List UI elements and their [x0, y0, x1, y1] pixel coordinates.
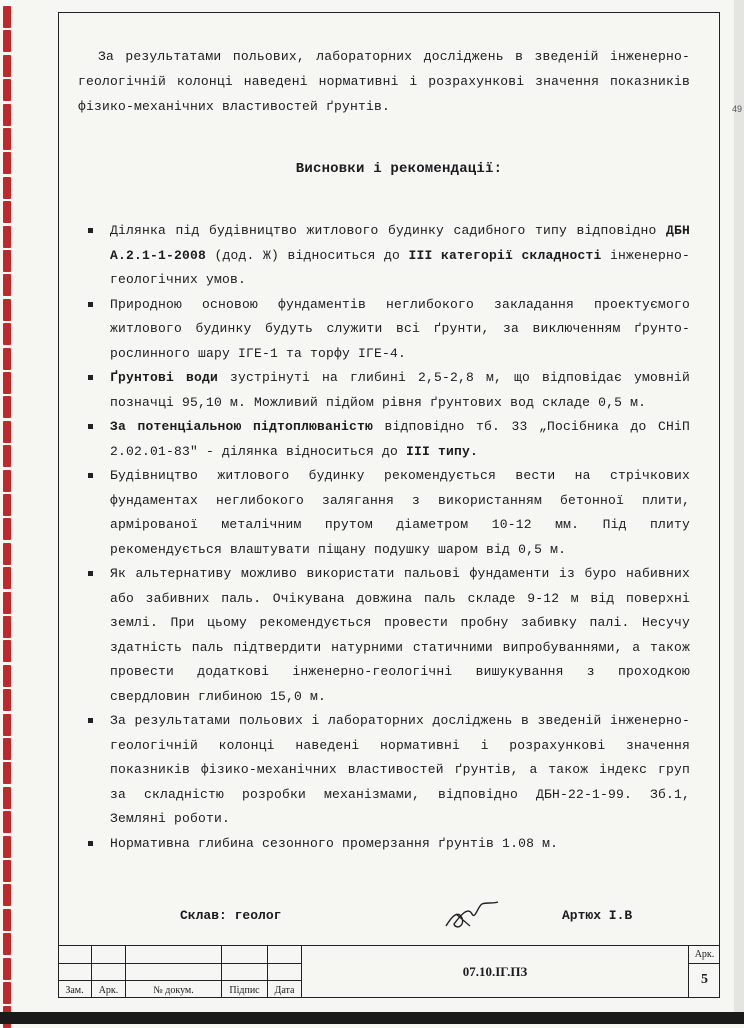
binding-hole	[3, 762, 11, 784]
conclusions-list	[78, 219, 690, 856]
item-text: інженерно-геологічних умов.	[110, 247, 691, 287]
conclusion-item	[78, 293, 690, 367]
edge-page-mark: 49	[731, 104, 742, 114]
conclusion-item	[78, 709, 690, 832]
binding-hole	[3, 274, 11, 296]
binding-hole	[3, 543, 11, 565]
emphasis-text: ДБН А.2.1-1-2008	[110, 223, 690, 263]
binding-hole	[3, 665, 11, 687]
intro-paragraph: За результатами польових, лабораторних досліджень в зведеній інженерно-геологічній колонці наведені нормативні і розрахункові значення показників фізико-механічних властивостей ґрунтів.	[78, 49, 690, 114]
page-edge	[731, 0, 744, 1024]
conclusion-item	[78, 366, 690, 415]
binding-hole	[3, 714, 11, 736]
emphasis-text: ІІІ типу.	[406, 443, 479, 459]
binding-hole	[3, 226, 11, 248]
binding-hole	[3, 372, 11, 394]
binding-hole	[3, 958, 11, 980]
emphasis-text: За потенціальною підтоплюваністю	[110, 419, 374, 434]
binding-hole	[3, 884, 11, 906]
binding-hole	[3, 30, 11, 52]
sheet-number: 5	[701, 972, 708, 987]
binding-hole	[3, 128, 11, 150]
item-text: Як альтернативу можливо використати пальові фундаменти із буро набивних або забивних паль. Очікувана довжина паль складе 9-12 м від поверхні землі. При цьому рекомендується провести пробну забивку палі. Несучу здатність паль підтвердити натурними статичними випробуваннями, а також провести додаткові інженерно-геологічні вишукування з проходкою свердловин глибиною 15,0 м.	[110, 566, 690, 704]
binding-hole	[3, 738, 11, 760]
item-text: За результатами польових і лабораторних досліджень в зведеній інженерно-геологічній колонці наведені нормативні і розрахункові значення показників фізико-механічних властивостей ґрунтів, а також індекс груп за складністю розробки механізмами, відповідно ДБН-22-1-99. Зб.1, Земляні роботи.	[110, 713, 690, 826]
title-block	[58, 945, 720, 998]
document-body	[78, 44, 690, 856]
stamp-label-ark: Арк.	[98, 985, 119, 996]
binding-hole	[3, 421, 11, 443]
binding-hole	[3, 909, 11, 931]
item-text: Нормативна глибина сезонного промерзання ґрунтів 1.08 м.	[110, 835, 559, 851]
binding-hole	[3, 177, 11, 199]
emphasis-text: Ґрунтові води	[110, 370, 219, 385]
composed-by-label: Склав: геолог	[180, 908, 282, 923]
binding-hole	[3, 640, 11, 662]
binding-hole	[3, 6, 11, 28]
handwritten-signature	[442, 896, 502, 936]
stamp-label-zam: Зам.	[65, 985, 84, 996]
binding-hole	[3, 445, 11, 467]
stamp-label-sign: Підпис	[229, 985, 260, 996]
item-text: (дод. Ж) відноситься до	[206, 247, 409, 263]
stamp-cell-ark	[92, 945, 126, 998]
conclusion-item	[78, 562, 690, 709]
stamp-cell-date	[268, 945, 302, 998]
conclusion-item	[78, 219, 690, 293]
binding-hole	[3, 982, 11, 1004]
binding-hole	[3, 201, 11, 223]
document-code: 07.10.ІГ.ПЗ	[302, 945, 688, 998]
conclusion-item	[78, 464, 690, 562]
binding-hole	[3, 299, 11, 321]
item-text: Ділянка під будівництво житлового будинку садибного типу відповідно	[110, 223, 666, 238]
binding-hole	[3, 152, 11, 174]
binding-hole	[3, 592, 11, 614]
binding-hole	[3, 494, 11, 516]
sheet-box	[688, 945, 720, 998]
binding-hole	[3, 470, 11, 492]
author-name: Артюх І.В	[562, 908, 633, 923]
binding-hole	[3, 811, 11, 833]
page-bottom-edge	[0, 1012, 744, 1024]
binding-strip	[0, 0, 16, 1024]
binding-hole	[3, 689, 11, 711]
binding-hole	[3, 104, 11, 126]
conclusion-item	[78, 832, 690, 857]
item-text: відповідно тб. 33 „Посібника до СНіП 2.02.01-83" - ділянка відноситься до	[110, 419, 691, 459]
binding-hole	[3, 518, 11, 540]
emphasis-text: ІІІ категорії складності	[408, 247, 602, 263]
stamp-cell-doc	[126, 945, 222, 998]
conclusion-item	[78, 415, 690, 464]
binding-hole	[3, 616, 11, 638]
item-text: Будівництво житлового будинку рекомендується вести на стрічкових фундаментах неглибокого залягання з використанням бетонної плити, армірованої металічним прутом діаметром 10-12 мм. Під плиту рекомендується влаштувати піщану подушку шаром від 0,5 м.	[110, 468, 690, 557]
conclusions-heading: Висновки і рекомендації:	[295, 161, 503, 177]
signature-block	[180, 908, 650, 938]
stamp-cell-sign	[222, 945, 268, 998]
binding-hole	[3, 787, 11, 809]
binding-hole	[3, 79, 11, 101]
binding-hole	[3, 933, 11, 955]
binding-hole	[3, 396, 11, 418]
binding-hole	[3, 323, 11, 345]
sheet-label: Арк.	[694, 949, 715, 960]
binding-hole	[3, 836, 11, 858]
binding-hole	[3, 55, 11, 77]
stamp-label-date: Дата	[274, 985, 295, 996]
binding-hole	[3, 250, 11, 272]
binding-hole	[3, 860, 11, 882]
binding-hole	[3, 348, 11, 370]
stamp-cell-zam	[58, 945, 92, 998]
stamp-label-doc: № докум.	[153, 985, 194, 996]
binding-hole	[3, 567, 11, 589]
item-text: Природною основою фундаментів неглибокого закладання проектуємого житлового будинку будуть служити всі ґрунти, за виключенням ґрунто-рослинного шару ІГЕ-1 та торфу ІГЕ-4.	[110, 296, 690, 361]
item-text: зустрінуті на глибині 2,5-2,8 м, що відповідає умовній позначці 95,10 м. Можливий підйом рівня ґрунтових вод складе 0,5 м.	[110, 370, 690, 410]
